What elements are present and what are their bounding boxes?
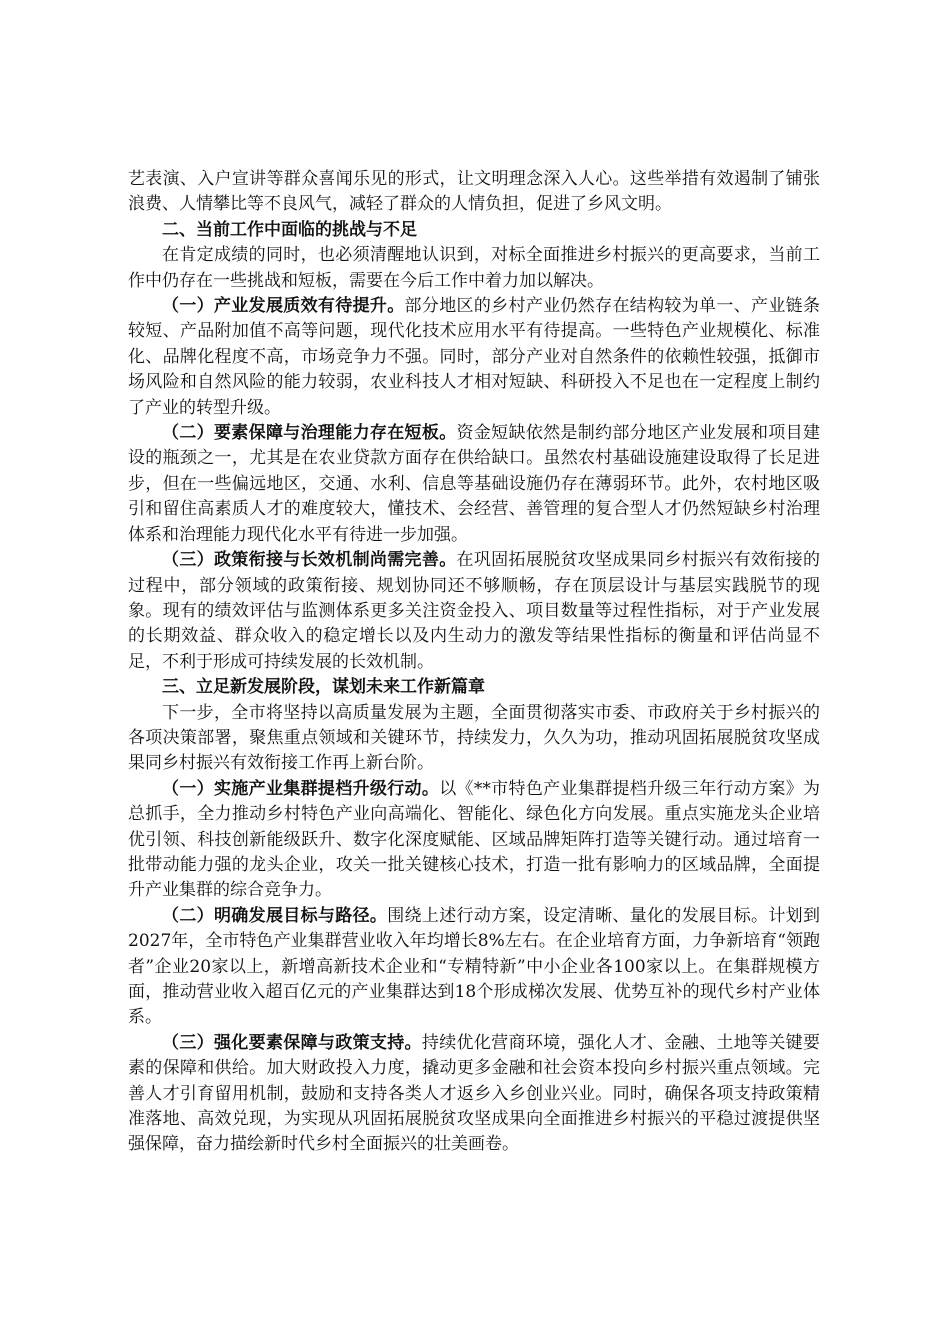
body-paragraph <box>128 904 820 1031</box>
paragraph-lead: （一）产业发展质效有待提升。 <box>162 296 405 317</box>
paragraph-lead: （三）强化要素保障与政策支持。 <box>162 1032 422 1053</box>
paragraph-text: 艺表演、入户宣讲等群众喜闻乐见的形式，让文明理念深入人心。这些举措有效遏制了铺张浪费、人情攀比等不良风气，减轻了群众的人情负担，促进了乡风文明。 <box>128 169 820 215</box>
paragraph-text: 资金短缺依然是制约部分地区产业发展和项目建设的瓶颈之一，尤其是在农业贷款方面存在供给缺口。虽然农村基础设施建设取得了长足进步，但在一些偏远地区，交通、水利、信息等基础设施仍存在薄弱环节。此外，农村地区吸引和留住高素质人才的难度较大，懂技术、会经营、善管理的复合型人才仍然短缺乡村治理体系和治理能力现代化水平有待进一步加强。 <box>128 423 821 545</box>
document-page <box>128 167 820 1158</box>
body-paragraph <box>128 701 820 777</box>
body-paragraph <box>128 548 820 675</box>
paragraph-lead: （一）实施产业集群提档升级行动。 <box>162 778 440 799</box>
paragraph-lead: （三）政策衔接与长效机制尚需完善。 <box>162 550 457 571</box>
paragraph-lead: （二）明确发展目标与路径。 <box>162 905 388 926</box>
body-paragraph <box>128 243 820 294</box>
section-heading-3: 三、立足新发展阶段，谋划未来工作新篇章 <box>162 677 485 698</box>
body-paragraph <box>128 1031 820 1158</box>
continuation-paragraph <box>128 167 820 218</box>
paragraph-text: 部分地区的乡村产业仍然存在结构较为单一、产业链条较短、产品附加值不高等问题，现代化技术应用水平有待提高。一些特色产业规模化、标准化、品牌化程度不高，市场竞争力不强。同时，部分产业对自然条件的依赖性较强，抵御市场风险和自然风险的能力较弱，农业科技人才相对短缺、科研投入不足也在一定程度上制约了产业的转型升级。 <box>128 296 821 418</box>
paragraph-text: 在肯定成绩的同时，也必须清醒地认识到，对标全面推进乡村振兴的更高要求，当前工作中仍存在一些挑战和短板，需要在今后工作中着力加以解决。 <box>128 245 820 291</box>
paragraph-text: 围绕上述行动方案，设定清晰、量化的发展目标。计划到2027年，全市特色产业集群营业收入年均增长8%左右。在企业培育方面，力争新培育“领跑者”企业20家以上，新增高新技术企业和“专精特新”中小企业各100家以上。在集群规模方面，推动营业收入超百亿元的产业集群达到18个形成梯次发展、优势互补的现代乡村产业体系。 <box>128 905 821 1028</box>
body-paragraph <box>128 777 820 904</box>
body-paragraph <box>128 294 820 421</box>
paragraph-text: 持续优化营商环境，强化人才、金融、土地等关键要素的保障和供给。加大财政投入力度，撬动更多金融和社会资本投向乡村振兴重点领域。完善人才引育留用机制，鼓励和支持各类人才返乡入乡创业兴业。同时，确保各项支持政策精准落地、高效兑现，为实现从巩固拓展脱贫攻坚成果向全面推进乡村振兴的平稳过渡提供坚强保障，奋力描绘新时代乡村全面振兴的壮美画卷。 <box>128 1032 821 1155</box>
paragraph-text: 在巩固拓展脱贫攻坚成果同乡村振兴有效衔接的过程中，部分领域的政策衔接、规划协同还不够顺畅，存在顶层设计与基层实践脱节的现象。现有的绩效评估与监测体系更多关注资金投入、项目数量等过程性指标，对于产业发展的长期效益、群众收入的稳定增长以及内生动力的激发等结果性指标的衡量和评估尚显不足，不利于形成可持续发展的长效机制。 <box>128 550 821 672</box>
body-paragraph <box>128 421 820 548</box>
paragraph-lead: （二）要素保障与治理能力存在短板。 <box>162 423 457 444</box>
paragraph-text: 下一步，全市将坚持以高质量发展为主题，全面贯彻落实市委、市政府关于乡村振兴的各项决策部署，聚焦重点领域和关键环节，持续发力，久久为功，推动巩固拓展脱贫攻坚成果同乡村振兴有效衔接工作再上新台阶。 <box>128 702 820 774</box>
section-heading-2: 二、当前工作中面临的挑战与不足 <box>162 219 417 240</box>
paragraph-text: 以《**市特色产业集群提档升级三年行动方案》为总抓手，全力推动乡村特色产业向高端化、智能化、绿色化方向发展。重点实施龙头企业培优引领、科技创新能级跃升、数字化深度赋能、区域品牌矩阵打造等关键行动。通过培育一批带动能力强的龙头企业，攻关一批关键核心技术，打造一批有影响力的区域品牌，全面提升产业集群的综合竞争力。 <box>128 778 821 901</box>
